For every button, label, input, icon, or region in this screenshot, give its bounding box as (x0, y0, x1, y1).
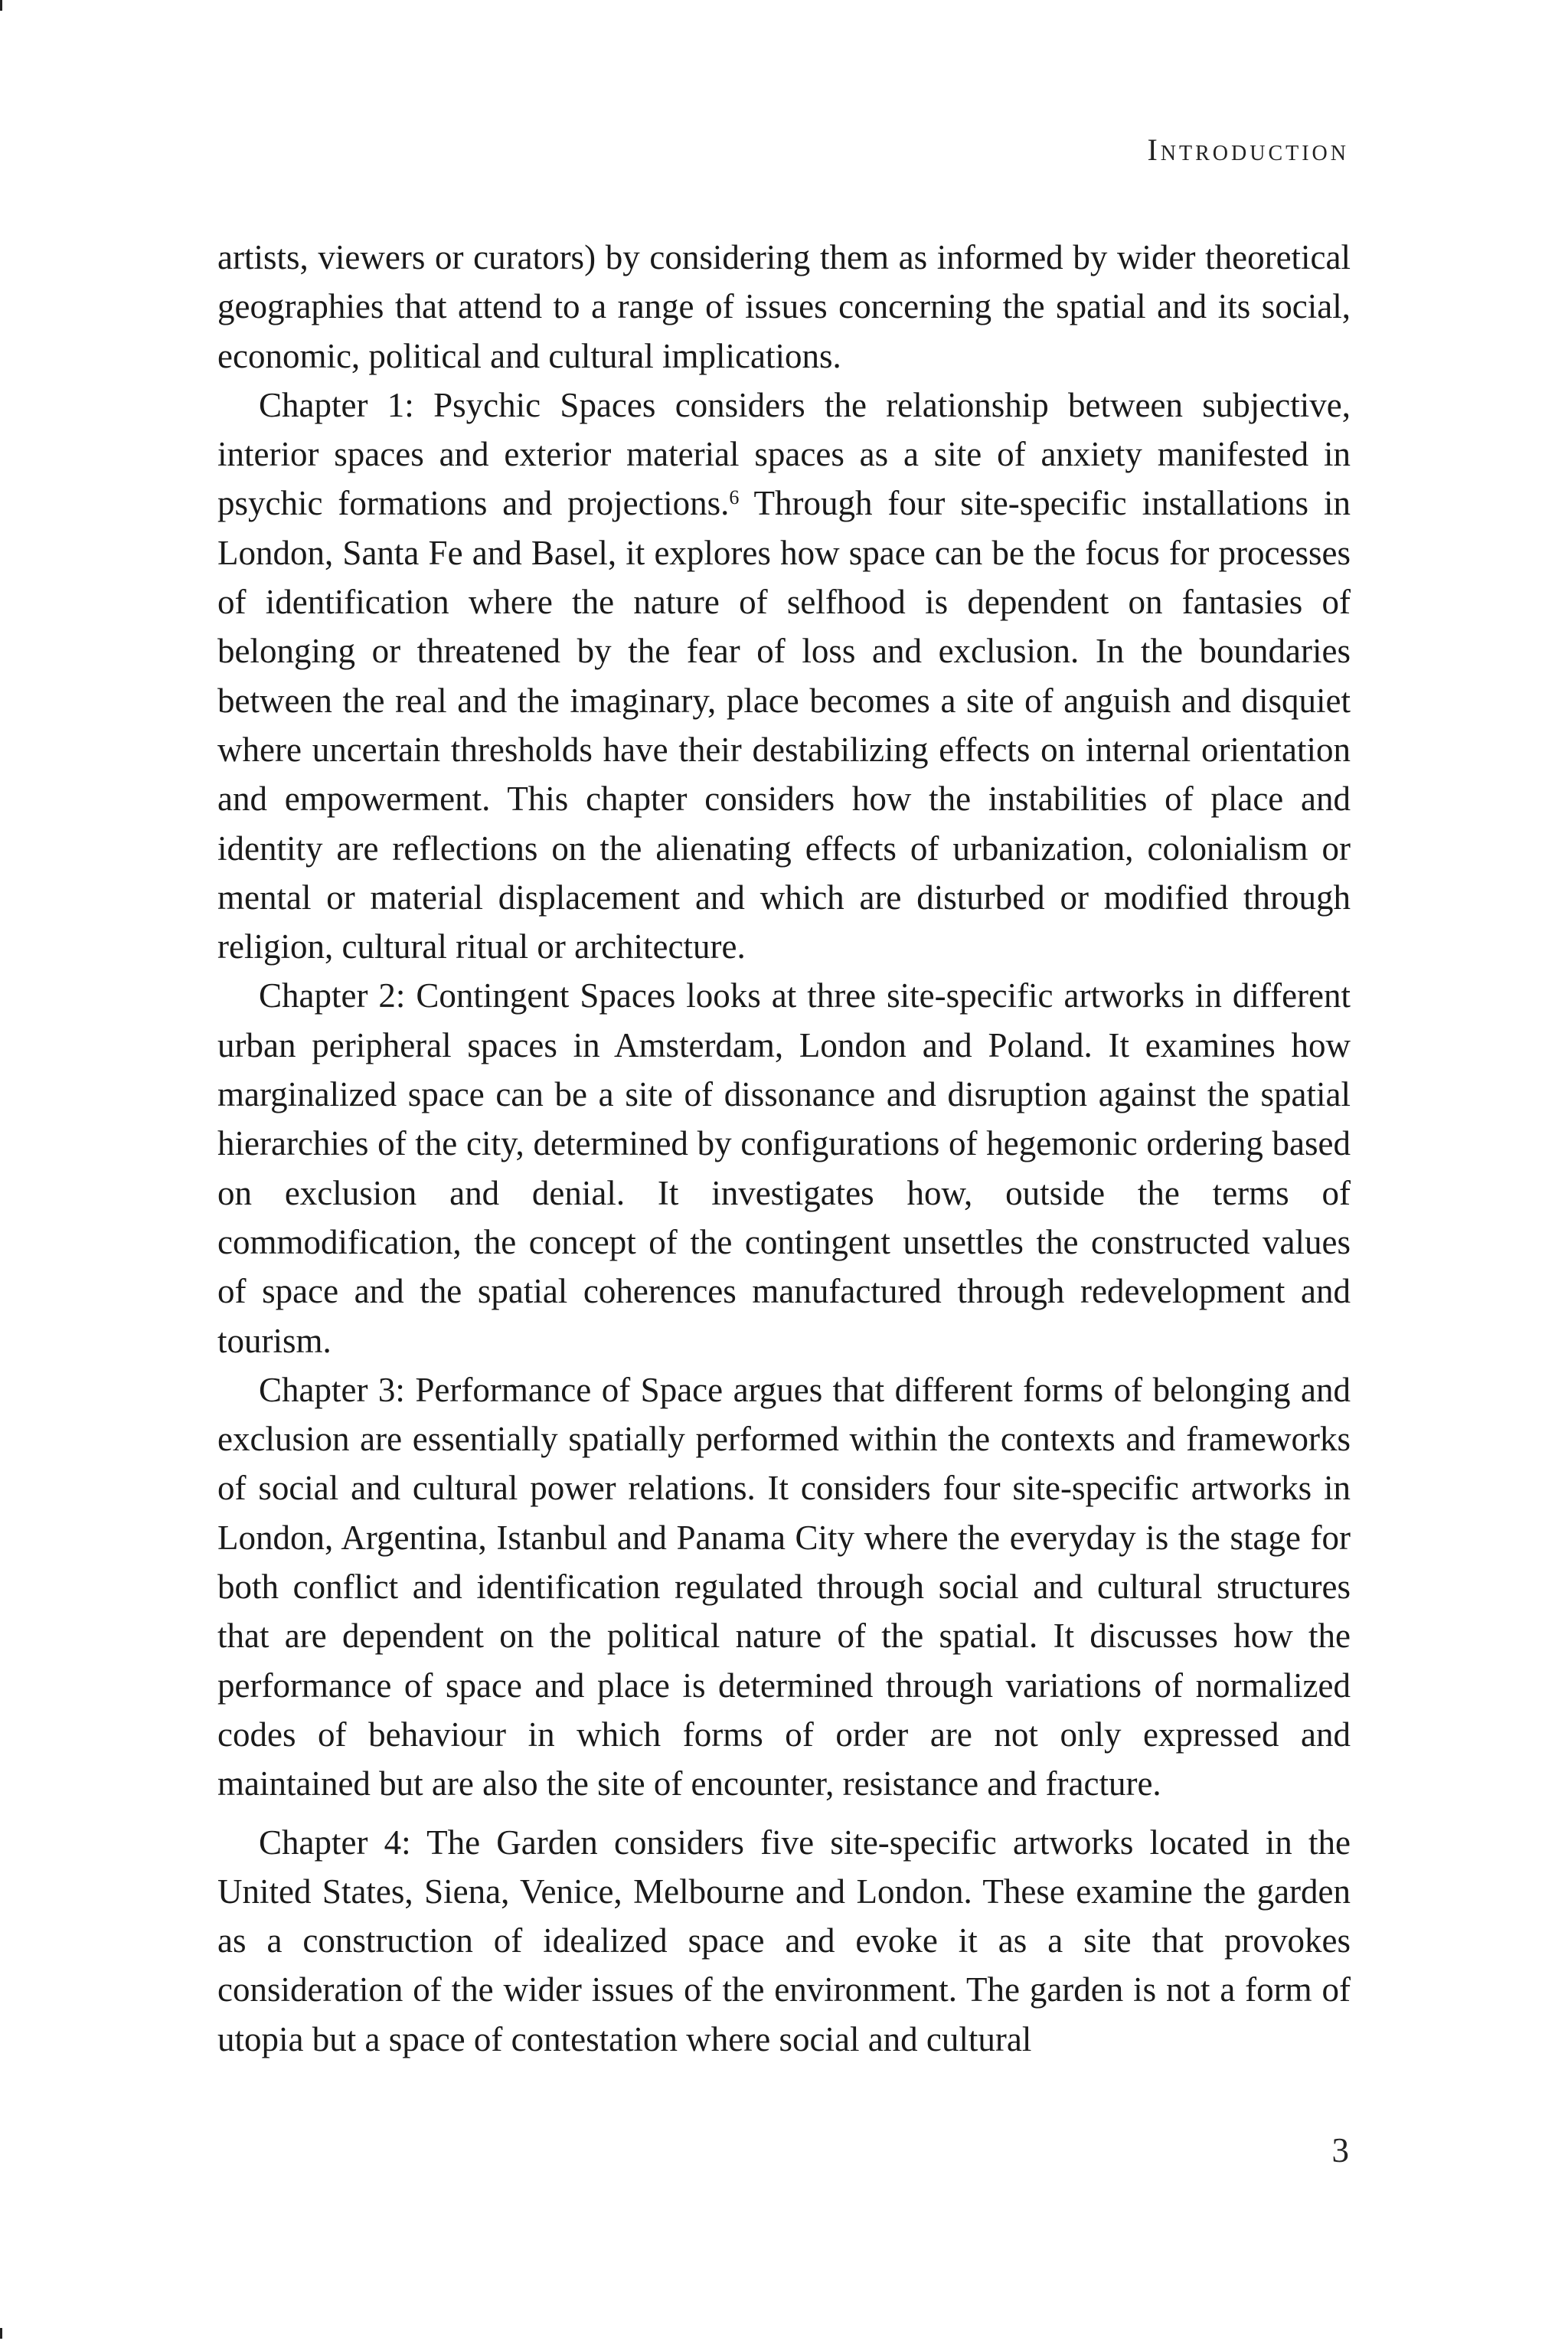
footnote-marker[interactable]: 6 (729, 486, 740, 509)
chapter-1-text-a: Chapter 1: Psychic Spaces considers the relationship between subjective, interior spaces and exterior material spaces as a site of anxiety manifested in psychic formations and projections. (217, 385, 1351, 523)
paragraph-chapter-4: Chapter 4: The Garden considers five site-specific artworks located in the United States, Siena, Venice, Melbourne and London. These examine the garden as a construction of idealized space and evoke it as a site that provokes consideration of the wider issues of the environment. The garden is not a form of utopia but a space of contestation where social and cultural (217, 1823, 1351, 2058)
paragraph-continuation: artists, viewers or curators) by considering them as informed by wider theoretical geographies that attend to a range of issues concerning the spatial and its social, economic, political and cultural implications. (217, 238, 1351, 375)
running-head: Introduction (1147, 132, 1349, 167)
chapter-1-text-b: Through four site-specific installations in London, Santa Fe and Basel, it explores how space can be the focus for processes of identification where the nature of selfhood is dependent on fantasies of belonging or threatened by the fear of loss and exclusion. In the boundaries between the real and the imaginary, place becomes a site of anguish and disquiet where uncertain thresholds have their destabilizing effects on internal orientation and empowerment. This chapter considers how the instabilities of place and identity are reflections on the alienating effects of urbanization, colonialism or mental or material displacement and which are disturbed or modified through religion, cultural ritual or architecture. (217, 484, 1351, 966)
paragraph-chapter-1 (217, 381, 1351, 972)
crop-mark-bottom (0, 2328, 2, 2339)
crop-mark-top (0, 0, 2, 11)
paragraph-chapter-3: Chapter 3: Performance of Space argues that different forms of belonging and exclusion are essentially spatially performed within the contexts and frameworks of social and cultural power relations. It considers four site-specific artworks in London, Argentina, Istanbul and Panama City where the everyday is the stage for both conflict and identification regulated through social and cultural structures that are dependent on the political nature of the spatial. It discusses how the performance of space and place is determined through variations of normalized codes of behaviour in which forms of order are not only expressed and maintained but are also the site of encounter, resistance and fracture. (217, 1370, 1351, 1803)
paragraph-chapter-2: Chapter 2: Contingent Spaces looks at three site-specific artworks in different urban peripheral spaces in Amsterdam, London and Poland. It examines how marginalized space can be a site of dissonance and disruption against the spatial hierarchies of the city, determined by configurations of hegemonic ordering based on exclusion and denial. It investigates how, outside the terms of commodification, the concept of the contingent unsettles the constructed values of space and the spatial coherences manufactured through redevelopment and tourism. (217, 976, 1351, 1360)
body-text (217, 233, 1351, 2064)
page-number: 3 (1331, 2131, 1349, 2169)
